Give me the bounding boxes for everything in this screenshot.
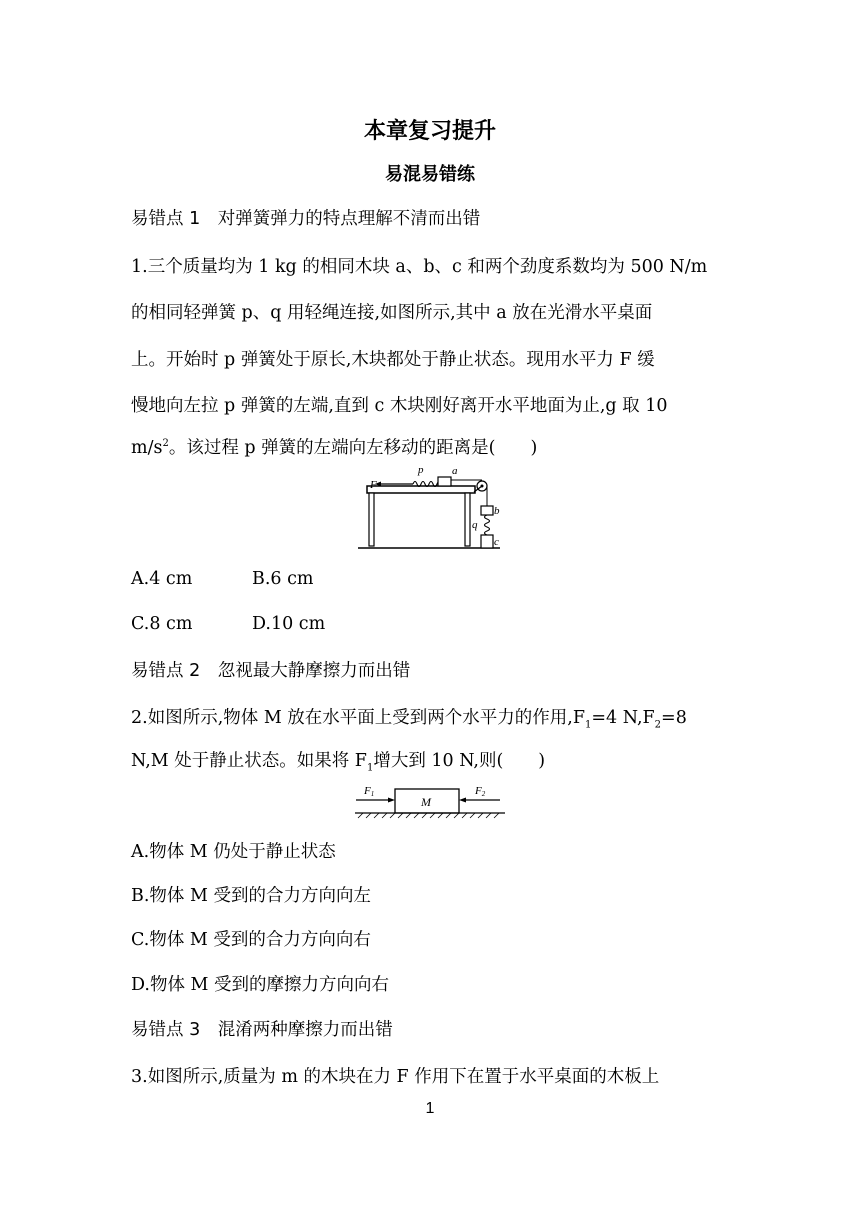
q3-line-1: 3.如图所示,质量为 m 的木块在力 F 作用下在置于水平桌面的木板上 <box>131 1067 660 1087</box>
fig1-label-a: a <box>452 465 458 477</box>
q2-line-2: N,M 处于静止状态。如果将 $F_1$增大到 10 N,则( ) <box>131 751 546 774</box>
q1-option-a: A.4 cm <box>131 569 193 589</box>
section-heading-1: 易错点 1 对弹簧弹力的特点理解不清而出错 <box>131 209 481 229</box>
q1-figure <box>355 462 505 552</box>
q1-line-1: 1.三个质量均为 1 kg 的相同木块 a、b、c 和两个劲度系数均为 500 N/m <box>131 257 708 277</box>
q1-option-d: D.10 cm <box>252 614 326 634</box>
fig1-label-c: c <box>494 536 499 548</box>
fig1-label-q: q <box>472 519 478 531</box>
page-number: 1 <box>425 1100 435 1117</box>
q2-figure <box>350 781 510 823</box>
q2-option-b: B.物体 M 受到的合力方向向左 <box>131 886 371 906</box>
fig1-label-b: b <box>494 505 500 517</box>
fig2-label-f1: F1 <box>364 785 375 798</box>
q1-option-b: B.6 cm <box>252 569 314 589</box>
section-heading-3: 易错点 3 混淆两种摩擦力而出错 <box>131 1020 393 1040</box>
q1-line-3: 上。开始时 p 弹簧处于原长,木块都处于静止状态。现用水平力 F 缓 <box>131 350 655 370</box>
q2-option-a: A.物体 M 仍处于静止状态 <box>131 842 336 862</box>
q2-option-d: D.物体 M 受到的摩擦力方向向右 <box>131 975 390 995</box>
q2-line-1: 2.如图所示,物体 M 放在水平面上受到两个水平力的作用$,F_1=4$ $N,F_2=8$ <box>131 708 687 731</box>
q1-option-c: C.8 cm <box>131 614 193 634</box>
fig1-label-F: F <box>370 479 377 491</box>
q1-line-4: 慢地向左拉 p 弹簧的左端,直到 c 木块刚好离开水平地面为止,g 取 10 <box>131 396 668 416</box>
section-heading-2: 易错点 2 忽视最大静摩擦力而出错 <box>131 661 411 681</box>
q1-line-2: 的相同轻弹簧 p、q 用轻绳连接,如图所示,其中 a 放在光滑水平桌面 <box>131 303 653 323</box>
fig1-label-p: p <box>418 464 424 476</box>
fig2-label-f2: F2 <box>475 785 486 798</box>
q2-option-c: C.物体 M 受到的合力方向向右 <box>131 930 371 950</box>
page-subtitle: 易混易错练 <box>385 164 475 185</box>
q1-line-5: $m/s^2$。该过程 p 弹簧的左端向左移动的距离是( ) <box>131 438 538 458</box>
fig2-label-m: M <box>421 795 431 809</box>
page-title: 本章复习提升 <box>363 119 496 144</box>
